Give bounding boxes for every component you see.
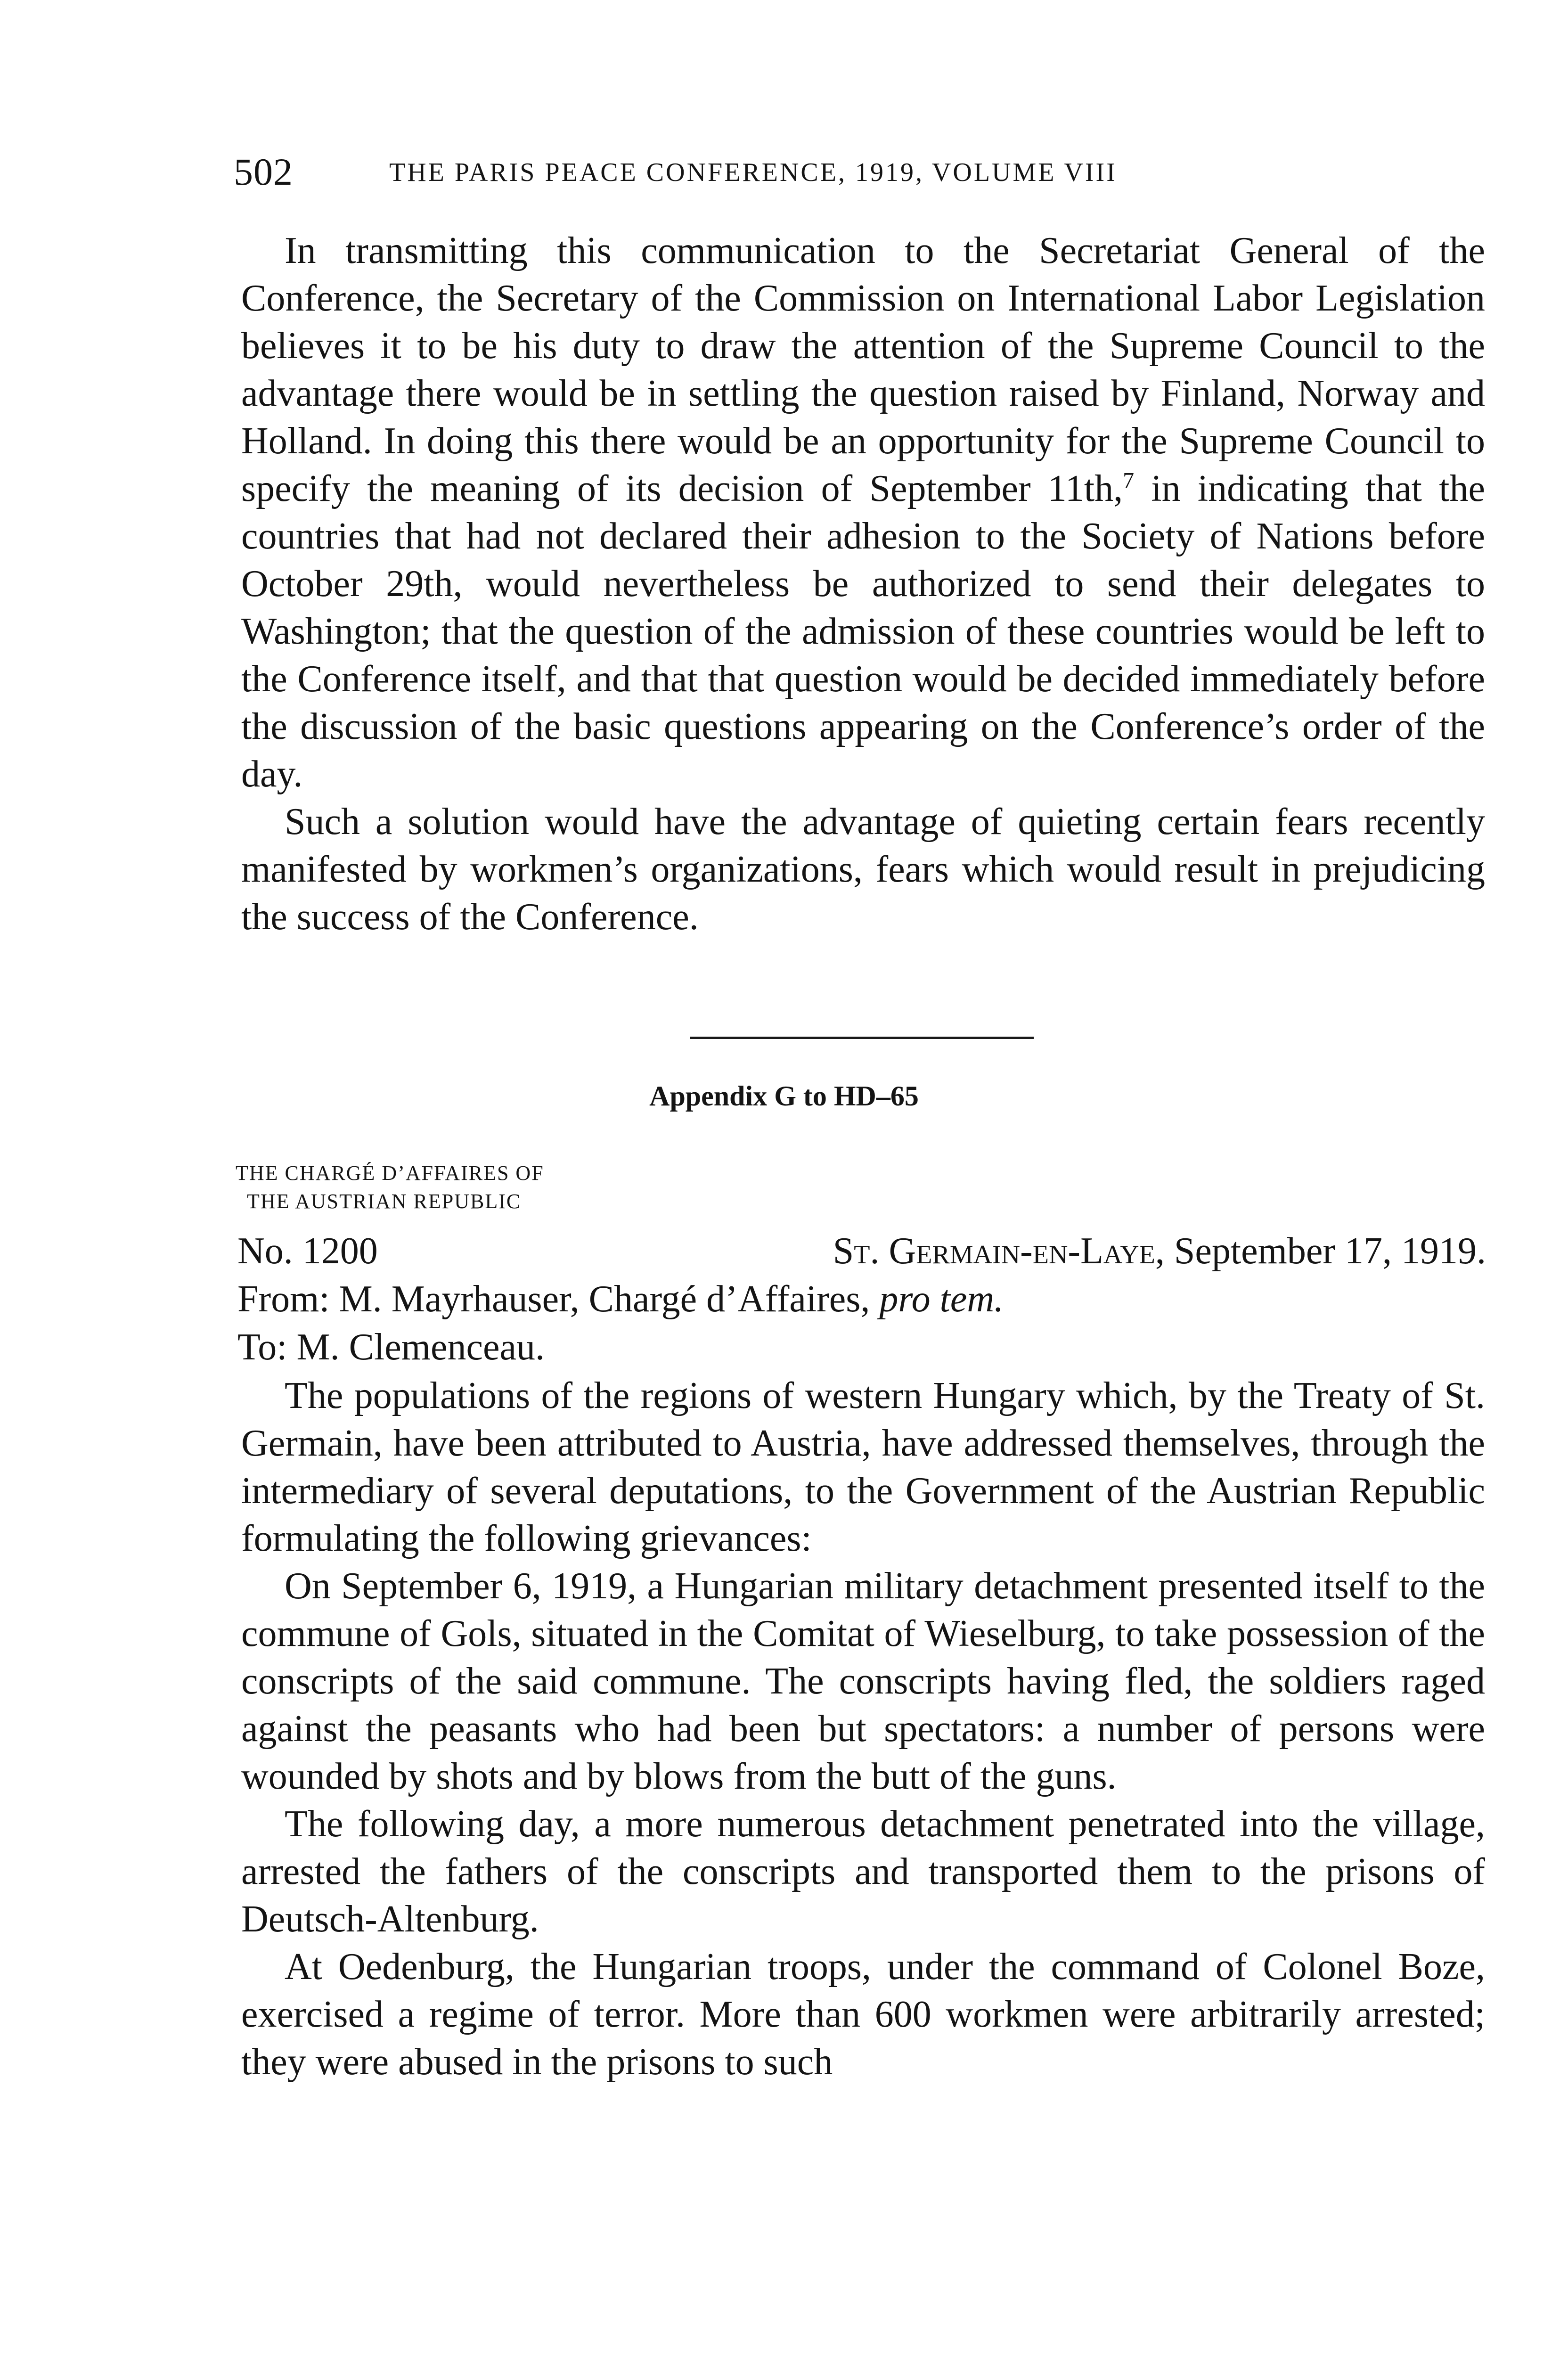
place-and-date — [833, 1230, 1486, 1273]
running-title: THE PARIS PEACE CONFERENCE, 1919, VOLUME VIII — [389, 158, 1117, 187]
letterhead-line-1: THE CHARGÉ D’AFFAIRES OF — [236, 1162, 544, 1185]
paragraph-populations: The populations of the regions of western Hungary which, by the Treaty of St. Germain, have been attributed to Austria, have addressed themselves, through the intermediary of several deputations, to the Government of the Austrian Republic formulating the following grievances: — [241, 1375, 1485, 1559]
letter-date: , September 17, 1919. — [1155, 1230, 1486, 1272]
from-line — [237, 1278, 1004, 1321]
paragraph-transmitting-part1: In transmitting this communication to the Secretariat General of the Conference, the Secretary of the Commission on International Labor Legislation believes it to be his duty to draw the attention of the Supreme Council to the advantage there would be in settling the question raised by Finland, Norway and Holland. In doing this there would be an opportunity for the Supreme Council to specify the meaning of its decision of September 11th, — [241, 230, 1485, 509]
section-divider — [690, 1037, 1034, 1039]
paragraph-transmitting-part2: in indicating that the countries that had not declared their adhesion to the Society of Nations before October 29th, would nevertheless be authorized to send their delegates to Washington; that the question of the admission of these countries would be left to the Conference itself, and that that question would be decided immediately before the discussion of the basic questions appearing on the Conference’s order of the day. — [241, 468, 1485, 795]
page-header — [234, 150, 1468, 206]
paragraph-following-day: The following day, a more numerous detachment penetrated into the village, arrested the fathers of the conscripts and transported them to the prisons of Deutsch-Altenburg. — [241, 1803, 1485, 1940]
letterhead-line-2: THE AUSTRIAN REPUBLIC — [247, 1190, 522, 1213]
to-line: To: M. Clemenceau. — [237, 1326, 545, 1368]
paragraph-oedenburg: At Oedenburg, the Hungarian troops, under the command of Colonel Boze, exercised a regime of terror. More than 600 workmen were arbitrarily arrested; they were abused in the prisons to such — [241, 1946, 1485, 2083]
footnote-reference: 7 — [1123, 468, 1135, 493]
document-number-line — [237, 1230, 1486, 1277]
letter-body — [241, 1372, 1485, 2086]
from-pro-tem: pro tem. — [879, 1278, 1004, 1320]
paragraph-gols-incident: On September 6, 1919, a Hungarian military detachment presented itself to the commune of Gols, situated in the Comitat of Wieselburg, to take possession of the conscripts of the said commune. The conscripts having fled, the soldiers raged against the peasants who had been but spectators: a number of persons were wounded by shots and by blows from the butt of the guns. — [241, 1565, 1485, 1797]
appendix-title: Appendix G to HD–65 — [649, 1080, 919, 1112]
document-number: No. 1200 — [237, 1230, 378, 1272]
paragraph-solution: Such a solution would have the advantage of quieting certain fears recently manifested by workmen’s organizations, fears which would result in prejudicing the success of the Conference. — [241, 801, 1485, 938]
intro-text-block — [241, 227, 1485, 941]
paragraph-transmitting — [241, 227, 1485, 798]
letterhead — [236, 1159, 544, 1216]
page-number: 502 — [234, 150, 293, 193]
place-name: St. Germain-en-Laye — [833, 1230, 1155, 1272]
from-text: From: M. Mayrhauser, Chargé d’Affaires, — [237, 1278, 880, 1320]
